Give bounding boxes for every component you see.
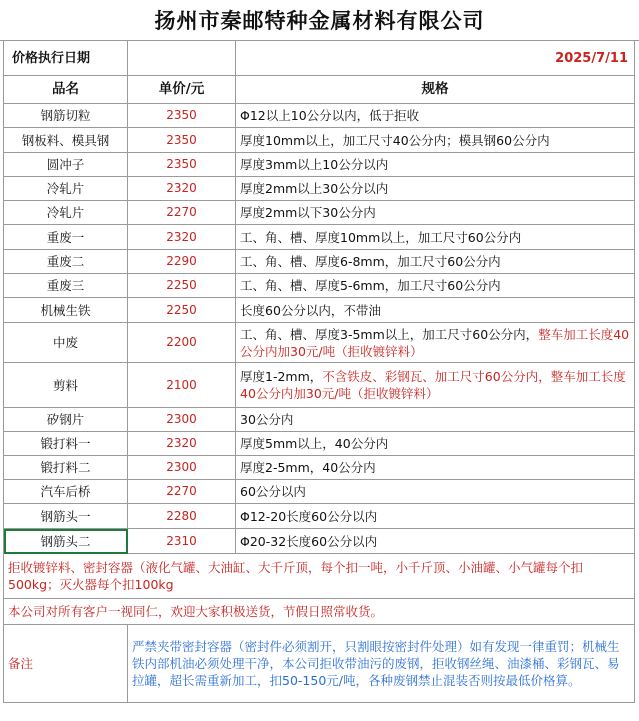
header-spec[interactable]: 规格: [236, 76, 635, 104]
date-row: [4, 41, 635, 76]
spec-text: 厚度2-5mm，40公分内: [240, 460, 376, 475]
product-name[interactable]: 剪料: [4, 363, 128, 408]
product-name[interactable]: 重废二: [4, 250, 128, 274]
table-row: [4, 201, 635, 225]
product-name[interactable]: 锻打料二: [4, 456, 128, 480]
product-price[interactable]: 2310: [128, 529, 236, 554]
spec-text: 厚度5mm以上，40公分内: [240, 436, 389, 451]
product-name[interactable]: 中废: [4, 323, 128, 363]
product-price[interactable]: 2320: [128, 177, 236, 201]
price-table: [3, 40, 635, 703]
product-price[interactable]: 2200: [128, 323, 236, 363]
product-price[interactable]: 2350: [128, 104, 236, 128]
date-label[interactable]: 价格执行日期: [4, 41, 128, 76]
product-price[interactable]: 2250: [128, 298, 236, 323]
product-name[interactable]: 钢筋头一: [4, 504, 128, 529]
header-row: [4, 76, 635, 104]
product-name[interactable]: 冷轧片: [4, 177, 128, 201]
product-name[interactable]: 钢板料、模具钢: [4, 128, 128, 153]
product-name[interactable]: 冷轧片: [4, 201, 128, 225]
product-spec[interactable]: [236, 201, 635, 225]
table-row: [4, 274, 635, 298]
product-spec[interactable]: [236, 504, 635, 529]
product-spec[interactable]: [236, 480, 635, 504]
product-name[interactable]: 钢筋切粒: [4, 104, 128, 128]
spec-text: 60公分以内: [240, 484, 306, 499]
table-row: [4, 408, 635, 432]
remark-text[interactable]: 严禁夹带密封容器（密封件必须割开，只割眼按密封件处理）如有发现一律重罚；机械生铁内部机油必须处理干净，本公司拒收带油污的废钢，拒收钢丝绳、油漆桶、彩钢瓦、易拉罐，超长需重新加工，扣50-150元/吨，各种废钢禁止混装否则按最低价格算。: [128, 625, 635, 703]
spec-text: 工、角、槽、厚度6-8mm，加工尺寸60公分内: [240, 254, 501, 269]
product-price[interactable]: 2250: [128, 274, 236, 298]
remark-row: [4, 625, 635, 703]
table-row: [4, 104, 635, 128]
spec-text: 厚度3mm以上10公分以内: [240, 157, 389, 172]
product-name[interactable]: 机械生铁: [4, 298, 128, 323]
table-row: [4, 323, 635, 363]
table-row: [4, 529, 635, 554]
date-value[interactable]: 2025/7/11: [236, 41, 635, 76]
product-name[interactable]: 圆冲子: [4, 153, 128, 177]
product-spec[interactable]: [236, 408, 635, 432]
product-price[interactable]: 2320: [128, 225, 236, 250]
product-name[interactable]: 锻打料一: [4, 432, 128, 456]
table-row: [4, 128, 635, 153]
spec-text: 30公分内: [240, 412, 294, 427]
table-row: [4, 225, 635, 250]
spec-text: Φ12以上10公分以内，低于拒收: [240, 108, 420, 123]
product-spec[interactable]: [236, 274, 635, 298]
product-name[interactable]: 重废一: [4, 225, 128, 250]
product-spec[interactable]: [236, 153, 635, 177]
product-name[interactable]: 重废三: [4, 274, 128, 298]
product-price[interactable]: 2300: [128, 456, 236, 480]
product-name[interactable]: 矽钢片: [4, 408, 128, 432]
product-price[interactable]: 2350: [128, 153, 236, 177]
product-price[interactable]: 2100: [128, 363, 236, 408]
product-spec[interactable]: [236, 323, 635, 363]
notice2-row: [4, 599, 635, 625]
remark-label[interactable]: 备注: [4, 625, 128, 703]
spec-text: 厚度10mm以上，加工尺寸40公分内；模具钢60公分内: [240, 132, 550, 148]
product-spec[interactable]: [236, 104, 635, 128]
spec-text: Φ20-32长度60公分以内: [240, 533, 378, 549]
spec-highlight-text: 整车加工长度40公分内加30元/吨（拒收镀锌料）: [240, 326, 630, 359]
table-row: [4, 298, 635, 323]
spec-text: 工、角、槽、厚度3-5mm以上，加工尺寸60公分内，: [240, 326, 539, 342]
spec-text: 长度60公分以内，不带油: [240, 302, 381, 318]
spec-highlight-text: 不含铁皮、彩钢瓦、加工尺寸60公分内，整车加工长度40公分内加30元/吨（拒收镀锌料）: [240, 369, 626, 401]
product-spec[interactable]: [236, 529, 635, 554]
table-row: [4, 250, 635, 274]
product-price[interactable]: 2280: [128, 504, 236, 529]
table-row: [4, 480, 635, 504]
table-row: [4, 363, 635, 408]
spec-text: 厚度1-2mm，: [240, 369, 323, 384]
notice-rejected-items[interactable]: 拒收镀锌料、密封容器（液化气罐、大油缸、大千斤顶，每个扣一吨，小千斤顶、小油罐、小气罐每个扣500kg；灭火器每个扣100kg: [4, 554, 635, 599]
product-spec[interactable]: [236, 250, 635, 274]
header-name[interactable]: 品名: [4, 76, 128, 104]
spec-text: Φ12-20长度60公分以内: [240, 508, 378, 524]
product-price[interactable]: 2300: [128, 408, 236, 432]
product-price[interactable]: 2270: [128, 201, 236, 225]
table-row: [4, 456, 635, 480]
date-empty-cell[interactable]: [128, 41, 236, 76]
spec-text: 工、角、槽、厚度10mm以上，加工尺寸60公分内: [240, 229, 522, 245]
company-title: 扬州市秦邮特种金属材料有限公司: [0, 0, 639, 41]
spec-text: 厚度2mm以下30公分内: [240, 205, 376, 220]
product-price[interactable]: 2320: [128, 432, 236, 456]
product-spec[interactable]: [236, 128, 635, 153]
product-spec[interactable]: [236, 363, 635, 408]
product-price[interactable]: 2270: [128, 480, 236, 504]
spec-text: 厚度2mm以上30公分以内: [240, 181, 389, 196]
product-spec[interactable]: [236, 432, 635, 456]
product-name[interactable]: 汽车后桥: [4, 480, 128, 504]
product-spec[interactable]: [236, 225, 635, 250]
product-spec[interactable]: [236, 456, 635, 480]
table-row: [4, 432, 635, 456]
table-row: [4, 153, 635, 177]
table-row: [4, 177, 635, 201]
spec-text: 工、角、槽、厚度5-6mm，加工尺寸60公分内: [240, 278, 501, 293]
notice1-row: [4, 554, 635, 599]
product-price[interactable]: 2290: [128, 250, 236, 274]
product-spec[interactable]: [236, 177, 635, 201]
product-price[interactable]: 2350: [128, 128, 236, 153]
header-price[interactable]: 单价/元: [128, 76, 236, 104]
notice-welcome[interactable]: 本公司对所有客户一视同仁，欢迎大家积极送货，节假日照常收货。: [4, 599, 635, 625]
product-name[interactable]: 钢筋头二: [4, 529, 128, 554]
product-spec[interactable]: [236, 298, 635, 323]
table-row: [4, 504, 635, 529]
